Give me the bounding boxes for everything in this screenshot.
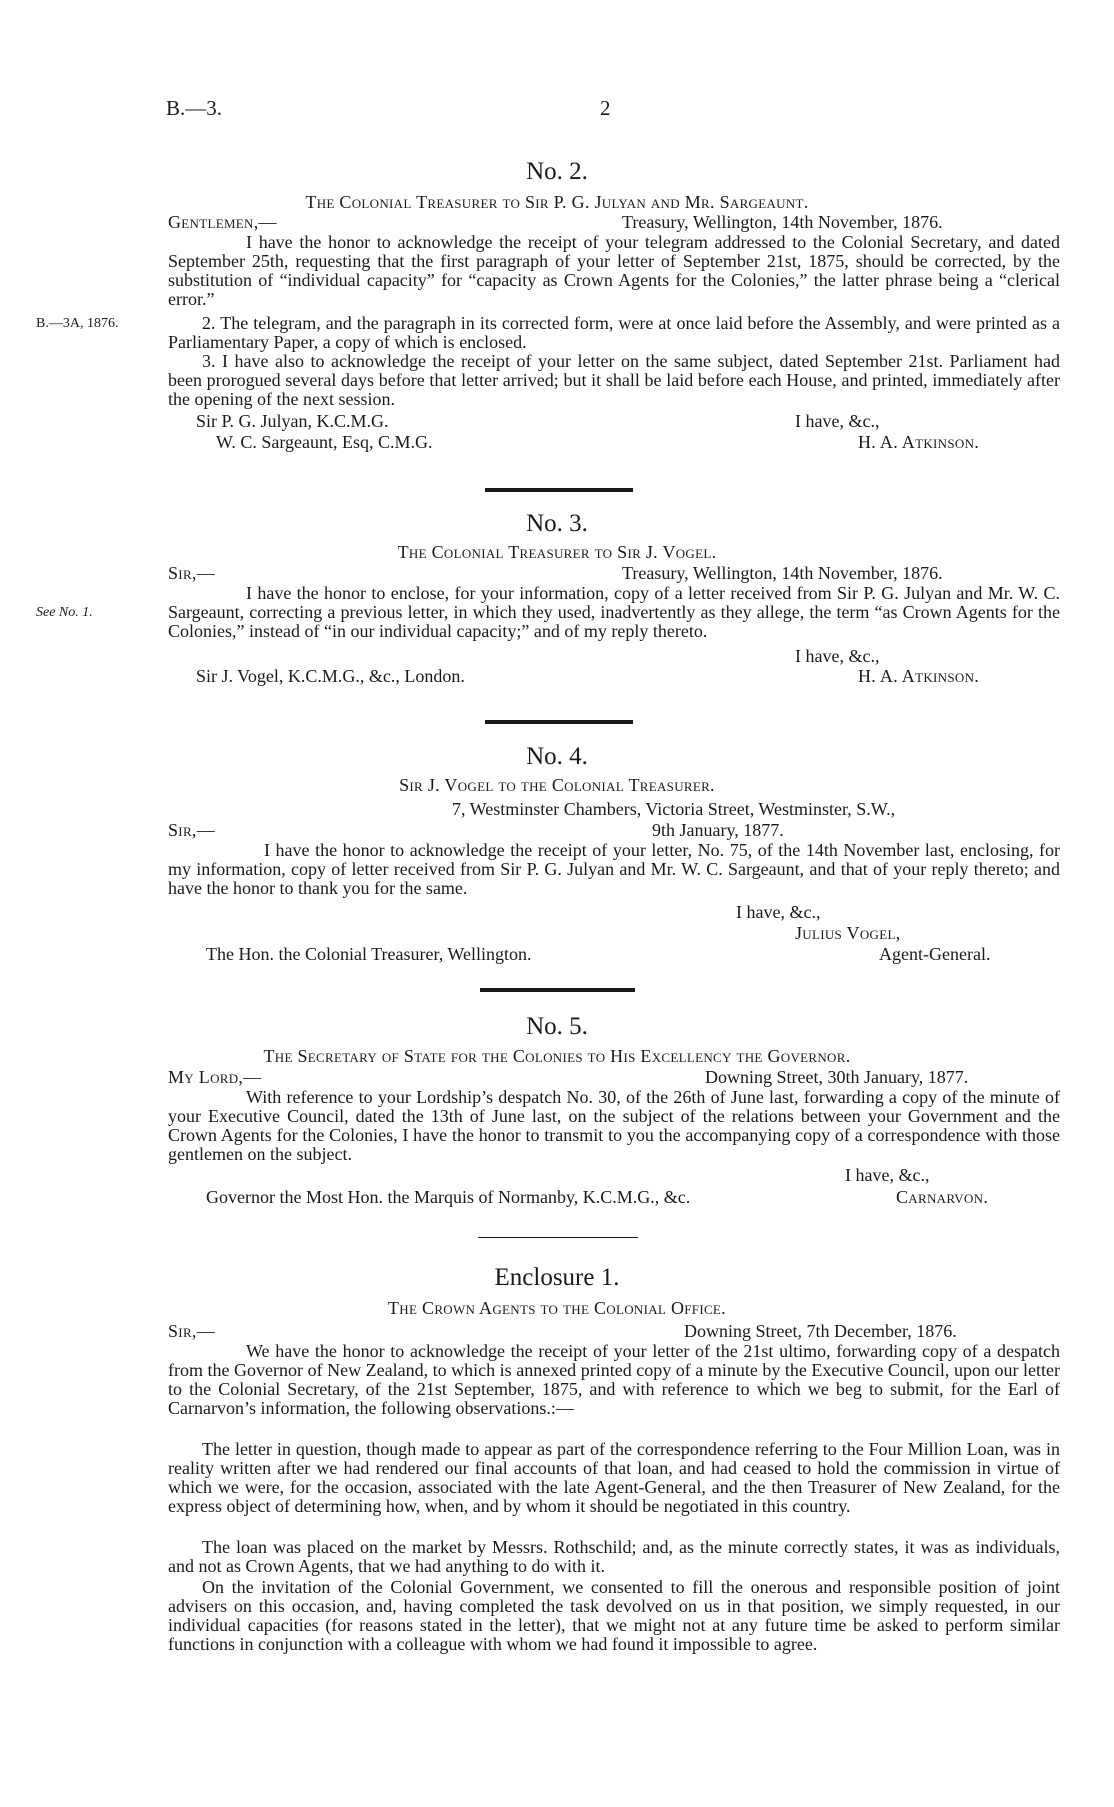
no5-addressee: Governor the Most Hon. the Marquis of Normanby, K.C.M.G., &c. (206, 1187, 691, 1207)
no3-subtitle: The Colonial Treasurer to Sir J. Vogel. (397, 542, 717, 562)
no3-addressee: Sir J. Vogel, K.C.M.G., &c., London. (196, 666, 465, 686)
section-divider (478, 1237, 638, 1238)
no5-paragraph-1: With reference to your Lordship’s despatch No. 30, of the 26th of June last, forwarding a copy of the minute of your Executive Council, dated the 13th of June last, on the subject of the relations between your Government and the Crown Agents for the Colonies, I have the honor to transmit to you the accompanying copy of a correspondence with those gentlemen on the subject. (168, 1087, 1060, 1164)
enclosure1-subtitle: The Crown Agents to the Colonial Office. (388, 1298, 726, 1318)
enclosure1-salutation: Sir,— (168, 1321, 216, 1341)
no4-signature: Julius Vogel, (795, 923, 901, 943)
no4-addressee: The Hon. the Colonial Treasurer, Wellington. (206, 944, 532, 964)
no3-paragraph-1: I have the honor to enclose, for your information, copy of a letter received from Sir P. G. Julyan and Mr. W. C. Sargeaunt, correcting a previous letter, in which they used, inadvertently as they allege, the term “as Crown Agents for the Colonies,” instead of “in our individual capacity;” and of my reply thereto. (168, 583, 1060, 641)
no2-addressee-1: Sir P. G. Julyan, K.C.M.G. (196, 411, 389, 431)
margin-note-see-no1: See No. 1. (36, 605, 93, 620)
enclosure1-paragraph-3: The loan was placed on the market by Messrs. Rothschild; and, as the minute correctly states, it was as individuals, and not as Crown Agents, that we had anything to do with it. (168, 1537, 1060, 1576)
no5-closing: I have, &c., (845, 1165, 930, 1185)
no4-heading: No. 4. (526, 743, 588, 770)
no2-paragraph-2: 2. The telegram, and the paragraph in its corrected form, were at once laid before the Assembly, and were printed as a Parliamentary Paper, a copy of which is enclosed. (168, 313, 1060, 352)
no4-date: 9th January, 1877. (652, 820, 784, 840)
no4-paragraph-1: I have the honor to acknowledge the receipt of your letter, No. 75, of the 14th November last, enclosing, for my information, copy of letter received from Sir P. G. Julyan and Mr. W. C. Sargeaunt, and that of your reply thereto; and have the honor to thank you for the same. (168, 840, 1060, 898)
no2-subtitle: The Colonial Treasurer to Sir P. G. Julyan and Mr. Sargeaunt. (305, 192, 809, 212)
no3-heading: No. 3. (526, 510, 588, 537)
no3-salutation: Sir,— (168, 563, 216, 583)
no2-paragraph-1: I have the honor to acknowledge the receipt of your telegram addressed to the Colonial Secretary, and dated September 25th, requesting that the first paragraph of your letter of September 21st, 1875, should be corrected, by the substitution of “individual capacity” for “capacity as Crown Agents for the Colonies,” the latter phrase being a “clerical error.” (168, 232, 1060, 309)
no2-signature: H. A. Atkinson. (858, 432, 980, 452)
margin-note-b3a: B.—3A, 1876. (36, 316, 119, 331)
section-divider (480, 988, 635, 992)
section-divider (485, 488, 633, 492)
no2-paragraph-3: 3. I have also to acknowledge the receipt of your letter on the same subject, dated September 21st. Parliament had been prorogued several days before that letter arrived; but it shall be laid before each House, and printed, immediately after the opening of the next session. (168, 351, 1060, 409)
enclosure1-dateline: Downing Street, 7th December, 1876. (684, 1321, 957, 1341)
section-divider (485, 720, 633, 724)
no3-closing: I have, &c., (795, 646, 880, 666)
no2-heading: No. 2. (526, 158, 588, 185)
no4-closing: I have, &c., (736, 902, 821, 922)
enclosure1-heading: Enclosure 1. (494, 1264, 620, 1291)
no5-dateline: Downing Street, 30th January, 1877. (705, 1067, 969, 1087)
no2-dateline: Treasury, Wellington, 14th November, 1876. (622, 212, 943, 232)
enclosure1-paragraph-1: We have the honor to acknowledge the receipt of your letter of the 21st ultimo, forwarding copy of a despatch from the Governor of New Zealand, to which is annexed printed copy of a minute by the Executive Council, upon our letter to the Colonial Secretary, of the 21st September, 1875, and with reference to which we beg to submit, for the Earl of Carnarvon’s information, the following observations.:— (168, 1341, 1060, 1418)
no4-salutation: Sir,— (168, 820, 216, 840)
page-number: 2 (600, 96, 611, 120)
no2-addressee-2: W. C. Sargeaunt, Esq, C.M.G. (216, 432, 433, 452)
no3-signature: H. A. Atkinson. (858, 666, 980, 686)
no4-address: 7, Westminster Chambers, Victoria Street, Westminster, S.W., (452, 799, 896, 819)
no5-signature: Carnarvon. (896, 1187, 989, 1207)
no4-subtitle: Sir J. Vogel to the Colonial Treasurer. (399, 775, 715, 795)
no5-subtitle: The Secretary of State for the Colonies to His Excellency the Governor. (263, 1046, 851, 1066)
no2-closing: I have, &c., (795, 411, 880, 431)
no5-salutation: My Lord,— (168, 1067, 262, 1087)
enclosure1-paragraph-4: On the invitation of the Colonial Government, we consented to fill the onerous and responsible position of joint advisers on this occasion, and, having completed the task devolved on us in that position, we simply requested, in our individual capacities (for reasons stated in the letter), that we might not at any future time be asked to perform similar functions in conjunction with a colleague with whom we had found it impossible to agree. (168, 1577, 1060, 1654)
no2-salutation: Gentlemen,— (168, 212, 277, 232)
enclosure1-paragraph-2: The letter in question, though made to appear as part of the correspondence referring to the Four Million Loan, was in reality written after we had rendered our final accounts of that loan, and had ceased to hold the commission in virtue of which we were, for the occasion, associated with the late Agent-General, and the then Treasurer of New Zealand, for the express object of determining how, when, and by whom it should be negotiated in this country. (168, 1439, 1060, 1516)
document-reference: B.—3. (166, 96, 223, 120)
no3-dateline: Treasury, Wellington, 14th November, 1876. (622, 563, 943, 583)
no4-signature-title: Agent-General. (879, 944, 991, 964)
no5-heading: No. 5. (526, 1013, 588, 1040)
